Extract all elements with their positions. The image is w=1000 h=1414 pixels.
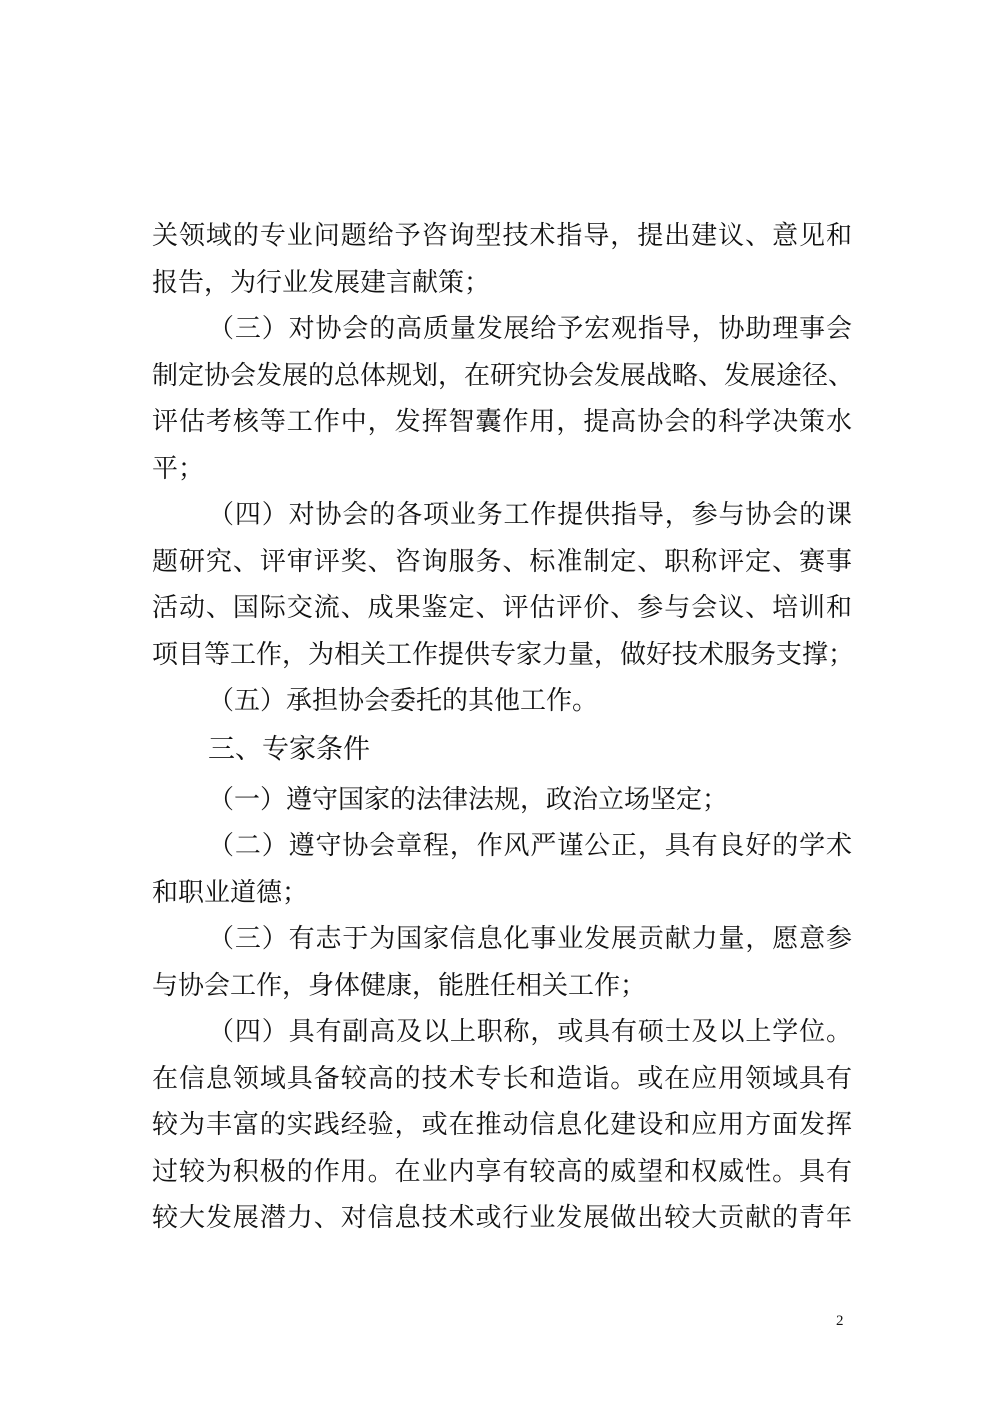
text-line: 制定协会发展的总体规划，在研究协会发展战略、发展途径、 (152, 360, 855, 391)
text-line: 题研究、评审评奖、咨询服务、标准制定、职称评定、赛事 (152, 546, 852, 577)
paragraph-start-line: （四）对协会的各项业务工作提供指导，参与协会的课 (208, 500, 852, 530)
paragraph-start-line: （五）承担协会委托的其他工作。 (208, 686, 599, 716)
text-line: 较为丰富的实践经验，或在推动信息化建设和应用方面发挥 (152, 1110, 852, 1140)
body-text (152, 213, 855, 1242)
text-line: 活动、国际交流、成果鉴定、评估评价、参与会议、培训和 (152, 593, 852, 623)
paragraph-start-line: （三）对协会的高质量发展给予宏观指导，协助理事会 (208, 314, 852, 344)
text-line: 和职业道德； (152, 877, 309, 908)
text-line: 项目等工作，为相关工作提供专家力量，做好技术服务支撑； (152, 639, 855, 670)
paragraph-start-line: （二）遵守协会章程，作风严谨公正，具有良好的学术 (208, 831, 852, 861)
page-number: 2 (836, 1313, 844, 1329)
text-line: 较大发展潜力、对信息技术或行业发展做出较大贡献的青年 (152, 1203, 852, 1233)
paragraph-start-line: （三）有志于为国家信息化事业发展贡献力量，愿意参 (208, 924, 852, 954)
text-line: 与协会工作，身体健康，能胜任相关工作； (152, 970, 647, 1001)
paragraph-start-line: （四）具有副高及以上职称，或具有硕士及以上学位。 (208, 1017, 852, 1047)
text-line: 在信息领域具备较高的技术专长和造诣。或在应用领域具有 (152, 1063, 852, 1094)
text-line: 平； (152, 453, 205, 484)
section-heading: 三、专家条件 (208, 733, 370, 765)
text-line: 过较为积极的作用。在业内享有较高的威望和权威性。具有 (152, 1156, 852, 1187)
text-line: 关领域的专业问题给予咨询型技术指导，提出建议、意见和 (152, 221, 852, 251)
paragraph-start-line: （一）遵守国家的法律法规，政治立场坚定； (208, 784, 729, 815)
text-line: 评估考核等工作中，发挥智囊作用，提高协会的科学决策水 (152, 407, 852, 437)
text-line: 报告，为行业发展建言献策； (152, 267, 491, 298)
